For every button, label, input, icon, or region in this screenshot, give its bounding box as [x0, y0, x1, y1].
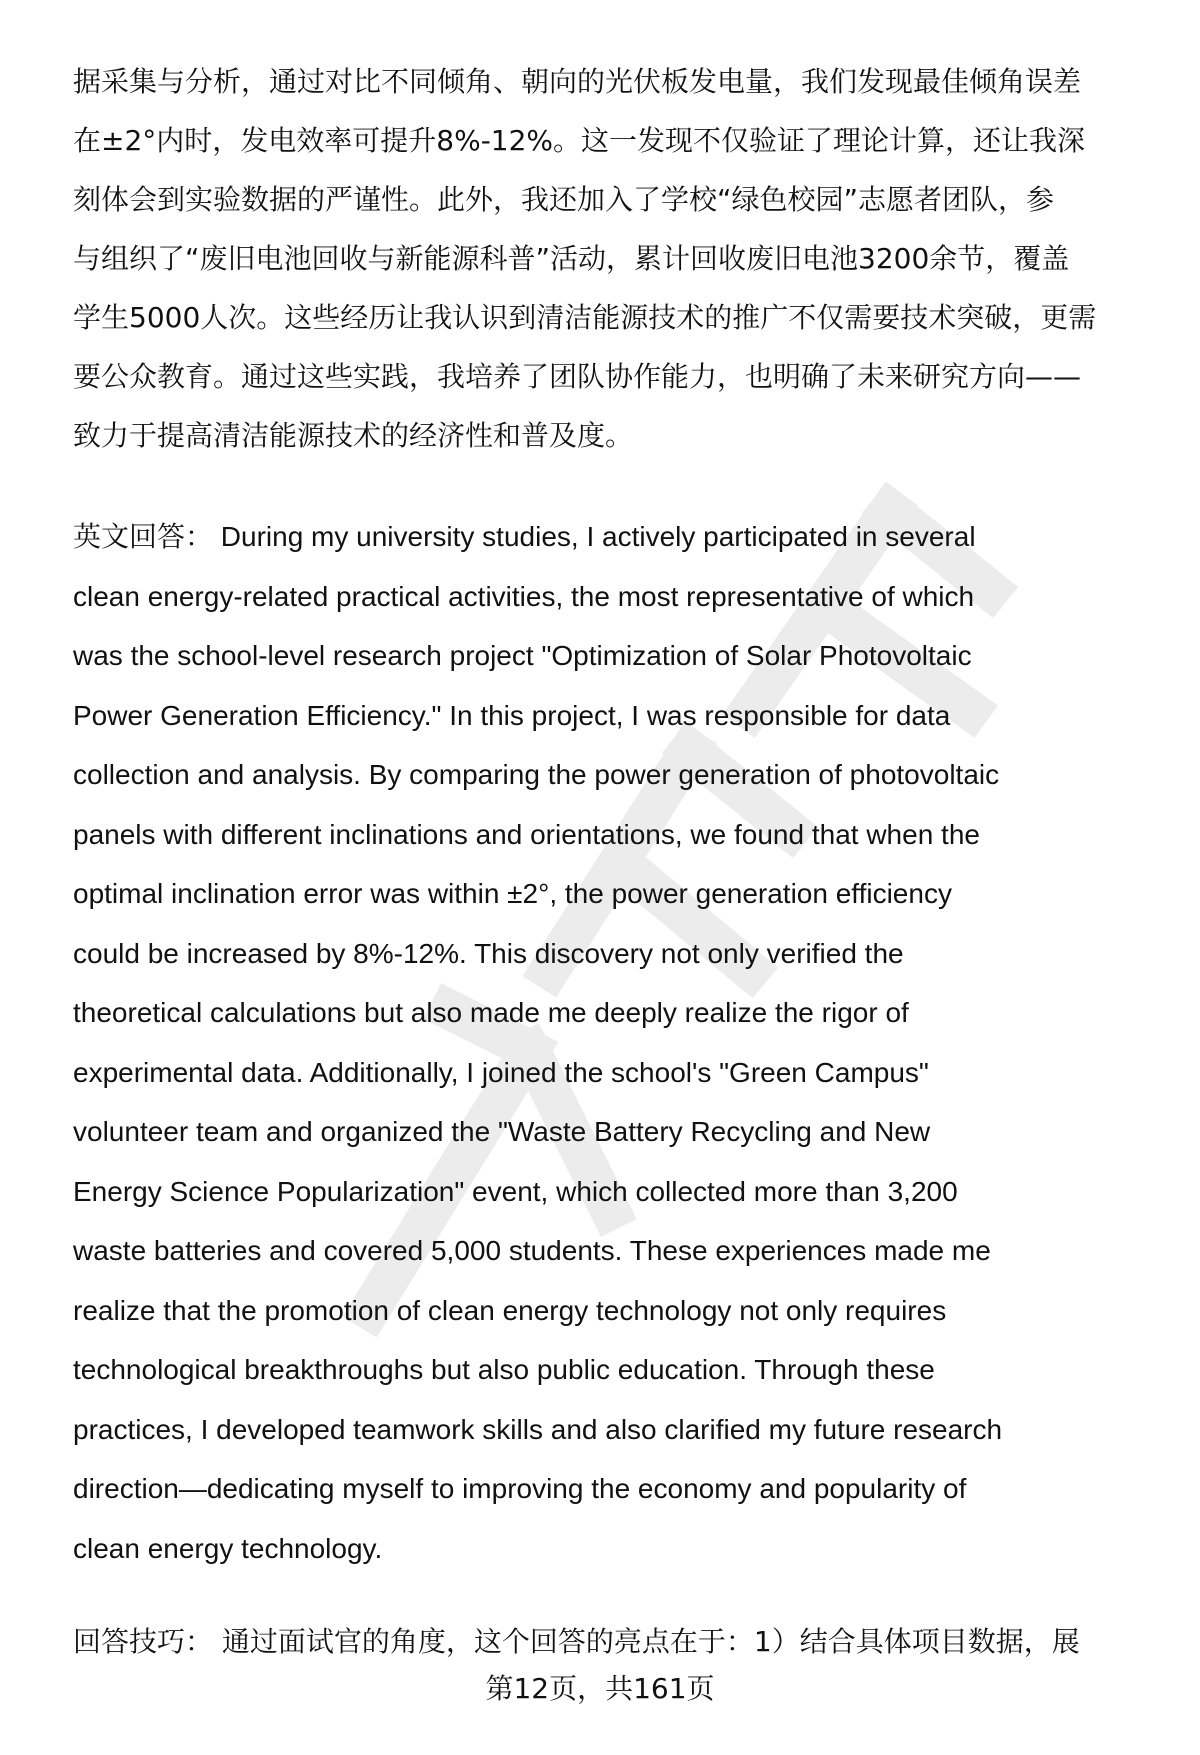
text-line: 英文回答： During my university studies, I actively participated in several	[73, 521, 976, 552]
top-paragraph	[73, 52, 1163, 465]
english-answer-paragraph	[73, 507, 1163, 1578]
text-line: 刻体会到实验数据的严谨性。此外，我还加入了学校“绿色校园”志愿者团队，参	[73, 183, 1055, 216]
text-line: 学生5000人次。这些经历让我认识到清洁能源技术的推广不仅需要技术突破，更需	[73, 301, 1097, 334]
text-line: waste batteries and covered 5,000 students. These experiences made me	[73, 1235, 991, 1266]
page-number: 第12页，共161页	[485, 1672, 715, 1705]
text-line: volunteer team and organized the "Waste Battery Recycling and New	[73, 1116, 931, 1147]
text-line: technological breakthroughs but also public education. Through these	[73, 1354, 935, 1385]
text-line: could be increased by 8%-12%. This discovery not only verified the	[73, 937, 904, 969]
text-line: was the school-level research project "Optimization of Solar Photovoltaic	[73, 640, 972, 671]
text-line: clean energy-related practical activities, the most representative of which	[73, 580, 975, 612]
text-line: 致力于提高清洁能源技术的经济性和普及度。	[73, 419, 634, 452]
text-line: panels with different inclinations and orientations, we found that when the	[73, 818, 980, 850]
text-line: 据采集与分析，通过对比不同倾角、朝向的光伏板发电量，我们发现最佳倾角误差	[73, 65, 1082, 98]
text-line: 要公众教育。通过这些实践，我培养了团队协作能力，也明确了未来研究方向——	[73, 360, 1082, 393]
text-line: optimal inclination error was within ±2°, the power generation efficiency	[73, 878, 952, 909]
text-line: direction—dedicating myself to improving the economy and popularity of	[73, 1473, 967, 1504]
text-line: theoretical calculations but also made me deeply realize the rigor of	[73, 997, 909, 1028]
text-line: collection and analysis. By comparing the power generation of photovoltaic	[73, 759, 1000, 790]
text-line: practices, I developed teamwork skills and also clarified my future research	[73, 1413, 1003, 1445]
answer-tips-paragraph	[73, 1612, 1163, 1671]
text-line: clean energy technology.	[73, 1532, 383, 1564]
text-line: 回答技巧： 通过面试官的角度，这个回答的亮点在于：1）结合具体项目数据，展	[73, 1625, 1080, 1658]
text-line: 与组织了“废旧电池回收与新能源科普”活动，累计回收废旧电池3200余节，覆盖	[73, 242, 1070, 275]
text-line: Power Generation Efficiency." In this project, I was responsible for data	[73, 699, 951, 731]
text-line: realize that the promotion of clean energy technology not only requires	[73, 1294, 947, 1326]
text-line: Energy Science Popularization" event, which collected more than 3,200	[73, 1175, 958, 1207]
text-line: 在±2°内时，发电效率可提升8%-12%。这一发现不仅验证了理论计算，还让我深	[73, 124, 1086, 157]
text-line: experimental data. Additionally, I joined the school's "Green Campus"	[73, 1056, 929, 1088]
